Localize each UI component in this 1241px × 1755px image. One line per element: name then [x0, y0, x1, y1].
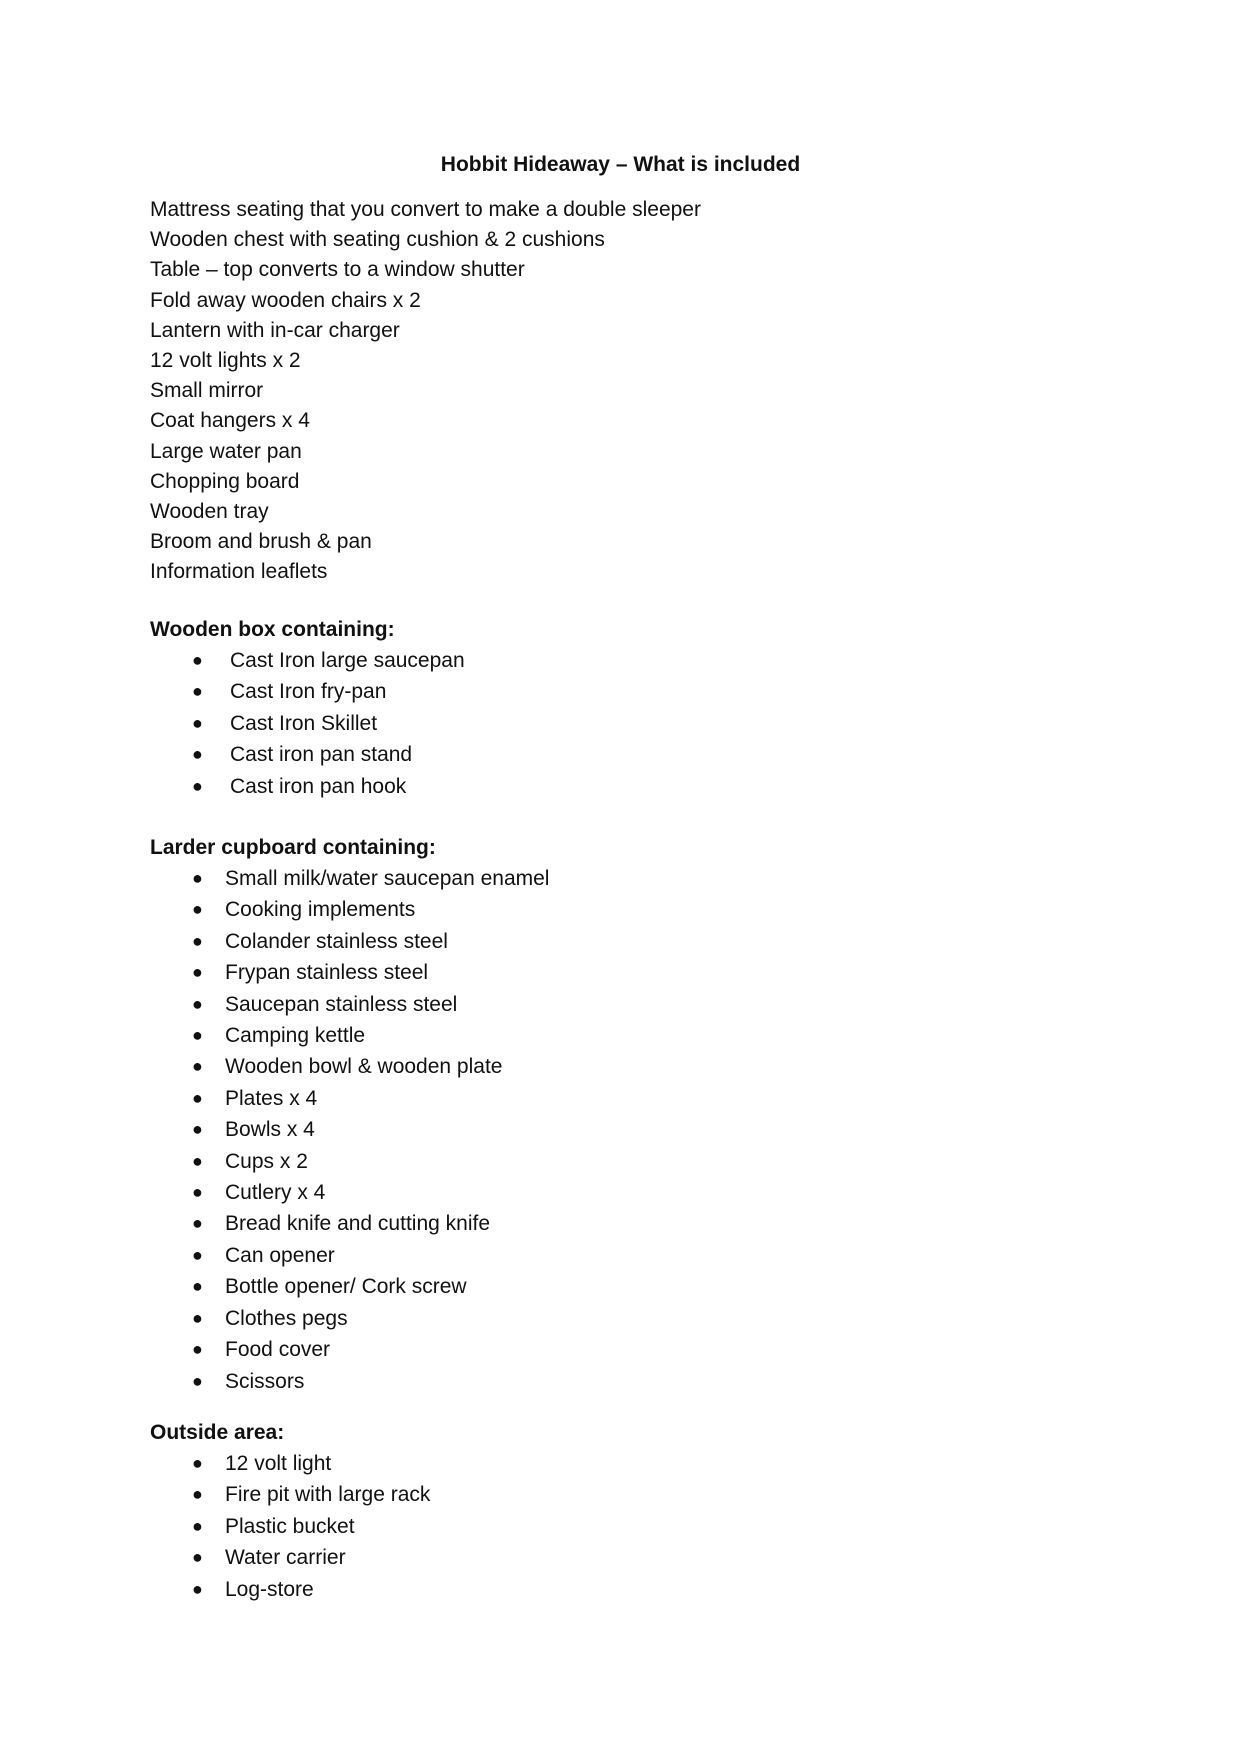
bullet-icon: ● [192, 1119, 203, 1140]
bullet-item: ● Plastic bucket [150, 1511, 430, 1542]
bullet-icon: ● [192, 1453, 203, 1473]
bullet-icon: ● [192, 775, 203, 796]
bullet-list [150, 1448, 430, 1605]
bullet-item: ● Cast Iron fry-pan [150, 676, 465, 707]
list-item: Information leaflets [150, 560, 328, 584]
section-heading: Wooden box containing: [150, 618, 395, 641]
bullet-icon: ● [192, 993, 203, 1014]
bullet-icon: ● [192, 1339, 203, 1360]
bullet-icon: ● [192, 681, 203, 702]
bullet-item: ● Can opener [150, 1240, 549, 1271]
bullet-item: ● Bottle opener/ Cork screw [150, 1271, 549, 1302]
list-item: Fold away wooden chairs x 2 [150, 288, 421, 312]
bullet-icon: ● [192, 650, 203, 670]
bullet-item: ● Cast Iron large saucepan [150, 645, 465, 676]
bullet-icon: ● [192, 1025, 203, 1046]
bullet-item: ● Cast iron pan hook [150, 771, 465, 802]
bullet-item: ● Bowls x 4 [150, 1114, 549, 1145]
section-heading: Larder cupboard containing: [150, 836, 436, 859]
bullet-icon: ● [192, 744, 203, 765]
included-items-list [150, 195, 701, 588]
list-item: Coat hangers x 4 [150, 409, 310, 433]
bullet-icon: ● [192, 899, 203, 920]
list-item: Lantern with in-car charger [150, 318, 400, 342]
bullet-icon: ● [192, 1515, 203, 1536]
document-title: Hobbit Hideaway – What is included [440, 153, 801, 176]
list-item: Mattress seating that you convert to make a double sleeper [150, 198, 701, 221]
bullet-list [150, 863, 549, 1397]
wooden-box-section [150, 615, 465, 802]
bullet-icon: ● [192, 962, 203, 983]
bullet-icon: ● [192, 1547, 203, 1568]
bullet-item: ● Small milk/water saucepan enamel [150, 863, 549, 894]
bullet-list [150, 645, 465, 802]
bullet-icon: ● [192, 1182, 203, 1203]
bullet-item: ● Fire pit with large rack [150, 1479, 430, 1510]
bullet-icon: ● [192, 1578, 203, 1599]
bullet-item: ● Plates x 4 [150, 1083, 549, 1114]
bullet-item: ● 12 volt light [150, 1448, 430, 1479]
list-item: Wooden chest with seating cushion & 2 cushions [150, 228, 605, 252]
bullet-icon: ● [192, 712, 203, 733]
bullet-item: ● Cast iron pan stand [150, 739, 465, 770]
bullet-icon: ● [192, 1307, 203, 1328]
list-item: Table – top converts to a window shutter [150, 258, 525, 282]
bullet-icon: ● [192, 930, 203, 951]
bullet-icon: ● [192, 1484, 203, 1505]
bullet-item: ● Water carrier [150, 1542, 430, 1573]
bullet-icon: ● [192, 1087, 203, 1108]
list-item: Large water pan [150, 439, 302, 463]
bullet-item: ● Camping kettle [150, 1020, 549, 1051]
section-heading: Outside area: [150, 1421, 285, 1444]
bullet-item: ● Frypan stainless steel [150, 957, 549, 988]
bullet-item: ● Food cover [150, 1334, 549, 1365]
larder-cupboard-section [150, 833, 549, 1397]
bullet-item: ● Cooking implements [150, 894, 549, 925]
bullet-item: ● Scissors [150, 1366, 549, 1397]
bullet-item: ● Bread knife and cutting knife [150, 1208, 549, 1239]
bullet-icon: ● [192, 1276, 203, 1297]
list-item: Broom and brush & pan [150, 530, 372, 554]
bullet-item: ● Cups x 2 [150, 1146, 549, 1177]
list-item: 12 volt lights x 2 [150, 349, 301, 373]
bullet-icon: ● [192, 1213, 203, 1234]
bullet-icon: ● [192, 1150, 203, 1171]
list-item: Chopping board [150, 469, 300, 493]
bullet-icon: ● [192, 868, 203, 888]
bullet-icon: ● [192, 1370, 203, 1391]
bullet-item: ● Log-store [150, 1574, 430, 1605]
bullet-item: ● Saucepan stainless steel [150, 989, 549, 1020]
bullet-icon: ● [192, 1056, 203, 1077]
outside-area-section [150, 1418, 430, 1605]
bullet-item: ● Cast Iron Skillet [150, 708, 465, 739]
bullet-icon: ● [192, 1244, 203, 1265]
bullet-item: ● Colander stainless steel [150, 926, 549, 957]
bullet-item: ● Wooden bowl & wooden plate [150, 1051, 549, 1082]
list-item: Wooden tray [150, 500, 269, 524]
list-item: Small mirror [150, 379, 264, 403]
bullet-item: ● Cutlery x 4 [150, 1177, 549, 1208]
bullet-item: ● Clothes pegs [150, 1303, 549, 1334]
